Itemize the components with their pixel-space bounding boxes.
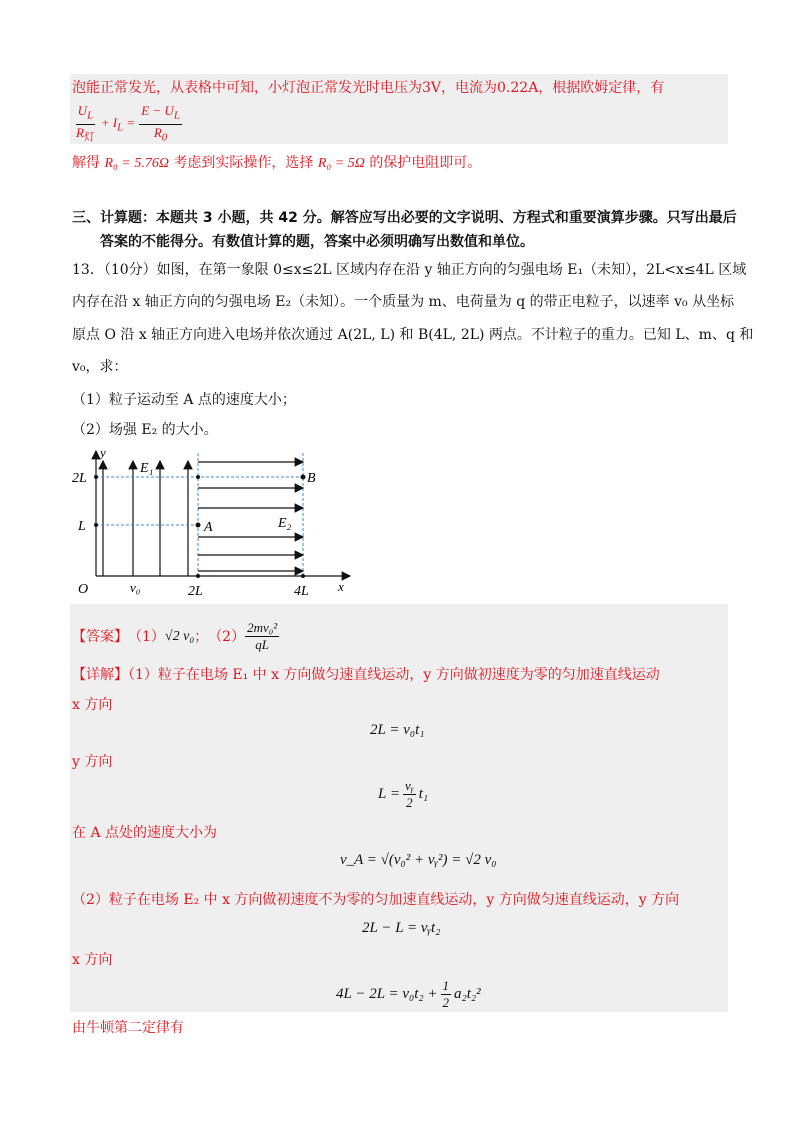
v0-label: v₀ (130, 580, 141, 595)
eq3: v_A = √(v₀² + vᵧ²) = √2 v₀ (340, 852, 497, 868)
eq1: 2L = v₀t₁ (370, 722, 425, 738)
eq5-num: 1 (442, 978, 450, 993)
answer-part2-frac (245, 620, 279, 653)
y-axis-label: y (100, 445, 106, 460)
tick-dot (196, 574, 200, 578)
eq2 (378, 778, 428, 811)
solve-value: R₀ = 5.76Ω (104, 156, 169, 171)
top-answer-line1: 泡能正常发光，从表格中可知，小灯泡正常发光时电压为3V，电流为0.22A，根据欧姆定律，有 (72, 80, 665, 96)
e1-label: E₁ (140, 461, 154, 476)
answer-line (72, 620, 279, 653)
detail-part2-intro: （2）粒子在电场 E₂ 中 x 方向做初速度不为零的匀加速直线运动，y 方向做匀速直线运动，y 方向 (72, 892, 680, 908)
answer-part2-label: （2） (208, 628, 246, 645)
eq2-den: 2 (406, 795, 413, 810)
question-sub2: （2）场强 E₂ 的大小。 (72, 422, 218, 438)
tick-dot (196, 475, 200, 479)
solve-choice: R₀ = 5Ω (317, 156, 365, 171)
answer-part1-label: （1） (128, 628, 165, 645)
question-line2: 内存在沿 x 轴正方向的匀强电场 E₂（未知）。一个质量为 m、电荷量为 q 的带正电粒子，以速率 v₀ 从坐标 (72, 294, 735, 310)
tick-dot (301, 574, 305, 578)
answer-part2-num: 2mv₀² (247, 620, 278, 635)
detail-tag: 【详解】 (72, 667, 128, 683)
eq2-left: L = (378, 786, 400, 802)
answer-tag: 【答案】 (72, 628, 128, 645)
e2-label: E₂ (278, 516, 292, 531)
point-a-label: A (204, 520, 213, 535)
y-tick-2L: 2L (72, 471, 87, 486)
answer-part2-den: qL (255, 637, 270, 652)
detail-intro-text: （1）粒子在电场 E₁ 中 x 方向做匀速直线运动，y 方向做初速度为零的匀加速直线运动 (128, 667, 660, 683)
tick-dot (94, 475, 98, 479)
answer-part1-value: √2 v₀ (164, 628, 195, 644)
x-axis-label: x (338, 579, 344, 594)
eq5-den: 2 (442, 995, 450, 1010)
detail-intro (72, 665, 660, 685)
eq2-num: vᵧ (404, 778, 414, 793)
eq2-right: t₁ (418, 786, 429, 802)
point-b-label: B (307, 471, 316, 486)
x-tick-4L: 4L (294, 584, 309, 599)
detail-at-a: 在 A 点处的速度大小为 (72, 825, 218, 841)
solve-prefix: 解得 (72, 155, 100, 171)
detail-x-dir2: x 方向 (72, 952, 113, 968)
solve-mid: 考虑到实际操作，选择 (173, 155, 314, 171)
answer-sep: ； (194, 628, 209, 645)
origin-label: O (78, 582, 89, 597)
eq5-left: 4L − 2L = v₀t₂ + (336, 986, 438, 1002)
eq5-right: a₂t₂² (454, 986, 481, 1002)
eq5 (336, 978, 481, 1011)
top-answer-formula: $\frac{U_L}{R_灯}$ + $I_L$ = $\frac{E - U_L}{R_0}$ (76, 103, 180, 144)
section-heading-line1: 三、计算题：本题共 3 小题，共 42 分。解答应写出必要的文字说明、方程式和重要演算步骤。只写出最后 (72, 210, 737, 226)
point-a-dot (196, 523, 201, 528)
tick-dot (94, 523, 98, 527)
detail-y-dir: y 方向 (72, 754, 113, 770)
question-line1: 13．（10分）如图，在第一象限 0≤x≤2L 区域内存在沿 y 轴正方向的匀强电场 E₁（未知），2L<x≤4L 区域 (72, 262, 747, 278)
question-line3: 原点 O 沿 x 轴正方向进入电场并依次通过 A(2L, L) 和 B(4L, 2L) 两点。不计粒子的重力。已知 L、m、q 和 (72, 327, 754, 343)
section-heading-line2: 答案的不能得分。有数值计算的题，答案中必须明确写出数值和单位。 (100, 234, 534, 250)
top-answer-solve (72, 153, 481, 174)
point-b-dot (301, 475, 306, 480)
y-tick-L: L (78, 519, 86, 534)
detail-x-dir: x 方向 (72, 697, 113, 713)
solve-suffix: 的保护电阻即可。 (369, 155, 482, 171)
field-diagram (60, 445, 360, 600)
eq4: 2L − L = vᵧt₂ (362, 920, 441, 936)
detail-newton: 由牛顿第二定律有 (72, 1020, 184, 1036)
x-tick-2L: 2L (188, 584, 203, 599)
question-sub1: （1）粒子运动至 A 点的速度大小； (72, 392, 296, 408)
question-line4: v₀，求： (72, 359, 128, 375)
